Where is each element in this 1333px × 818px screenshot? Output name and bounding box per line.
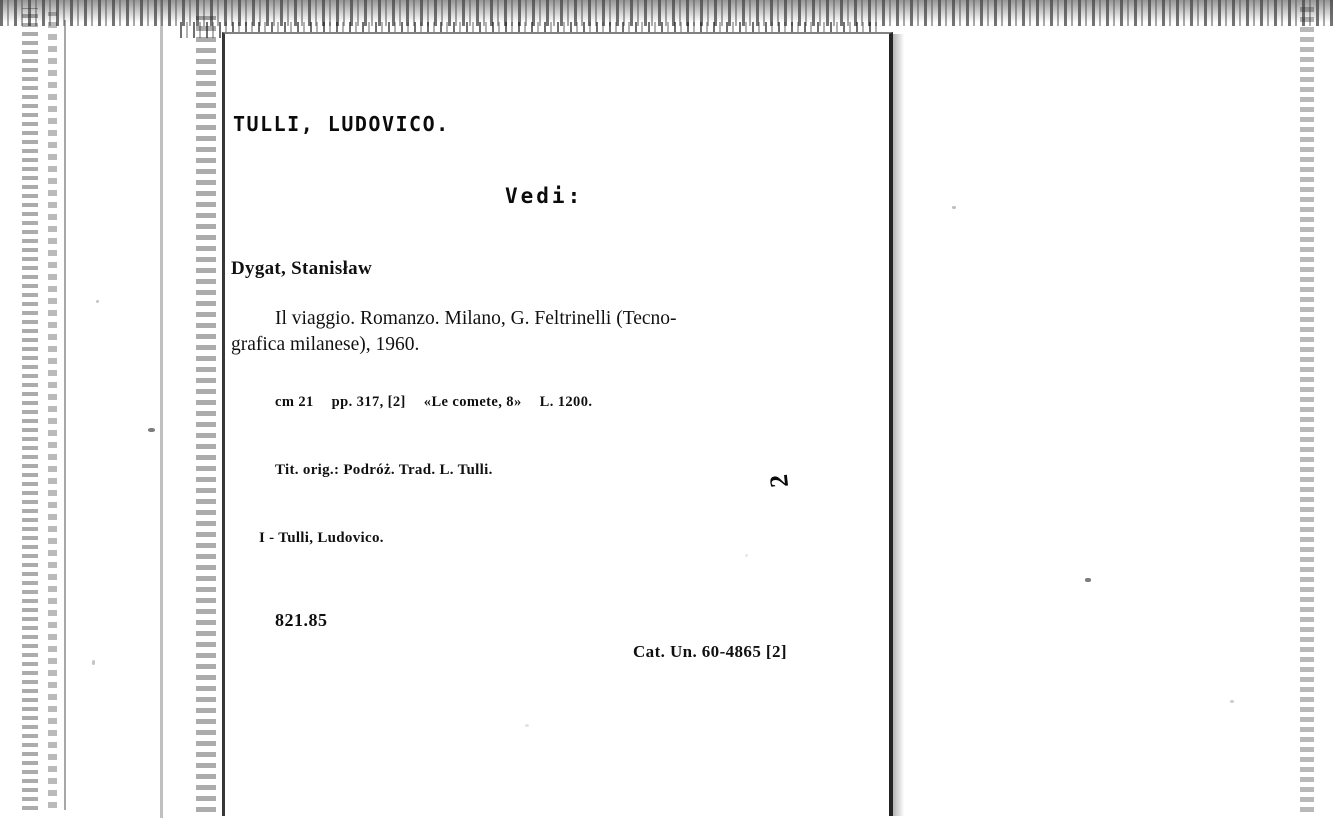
title-line-1: Il viaggio. Romanzo. Milano, G. Feltrinelli (Tecno- (275, 308, 677, 329)
scan-speck (1085, 578, 1091, 582)
scan-artifact-left-rule (160, 0, 163, 818)
scan-speck (148, 428, 155, 432)
scan-artifact-top-edge (0, 0, 1333, 26)
scan-artifact-left-hairline (64, 20, 66, 810)
collation-statement (275, 394, 606, 411)
author-statement: Dygat, Stanisław (231, 258, 372, 279)
scan-artifact-left-strip-inner (48, 12, 57, 808)
catalog-control-number: Cat. Un. 60-4865 [2] (633, 642, 787, 661)
scan-speck (92, 660, 95, 665)
added-entry-tracing: I - Tulli, Ludovico. (259, 530, 384, 546)
scan-artifact-card-shadow-left (196, 16, 216, 812)
dewey-classification-number: 821.85 (275, 610, 328, 630)
scan-artifact-left-strip (22, 8, 38, 810)
original-title-note: Tit. orig.: Podróż. Trad. L. Tulli. (275, 462, 493, 478)
collation-price: L. 1200. (539, 394, 593, 410)
handwritten-annotation: 2 (763, 473, 795, 490)
title-and-imprint (231, 306, 879, 357)
card-speck (525, 724, 529, 727)
scan-speck (1230, 700, 1234, 703)
title-line-2: grafica milanese), 1960. (231, 333, 420, 355)
card-speck (745, 554, 748, 557)
collation-size: cm 21 (275, 394, 314, 410)
see-reference-label: Vedi: (505, 184, 584, 208)
catalog-card (222, 32, 893, 816)
card-heading-name: TULLI, LUDOVICO. (233, 112, 450, 136)
collation-series: «Le comete, 8» (423, 394, 522, 410)
scan-speck (952, 206, 956, 209)
collation-pages: pp. 317, [2] (331, 394, 406, 410)
scan-artifact-right-strip (1300, 6, 1314, 812)
scan-speck (96, 300, 99, 303)
